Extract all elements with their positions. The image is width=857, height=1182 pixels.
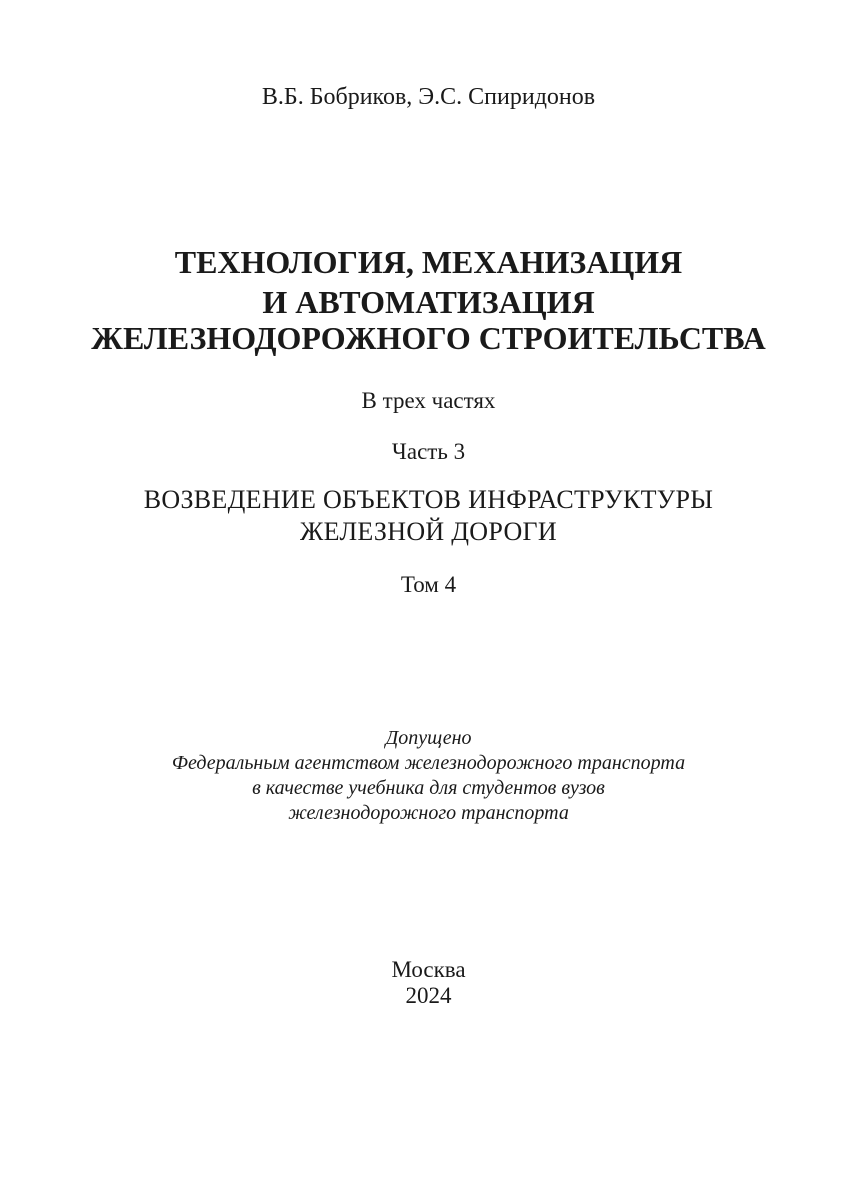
authors: В.Б. Бобриков, Э.С. Спиридонов (261, 84, 596, 110)
book-title-line: ЖЕЛЕЗНОДОРОЖНОГО СТРОИТЕЛЬСТВА (91, 320, 766, 356)
publication-year: 2024 (405, 983, 452, 1008)
approval-line: железнодорожного транспорта (288, 802, 569, 824)
volume-number: Том 4 (400, 572, 457, 597)
part-number: Часть 3 (391, 439, 466, 464)
approval-line: Федеральным агентством железнодорожного транспорта (171, 752, 686, 774)
book-title-line: И АВТОМАТИЗАЦИЯ (262, 284, 595, 320)
approval-line: Допущено (385, 727, 472, 749)
publication-city: Москва (391, 957, 466, 982)
book-title-line: ТЕХНОЛОГИЯ, МЕХАНИЗАЦИЯ (174, 244, 683, 280)
parts-note: В трех частях (361, 388, 496, 413)
approval-line: в качестве учебника для студентов вузов (252, 777, 605, 799)
part-subtitle-line: ЖЕЛЕЗНОЙ ДОРОГИ (300, 517, 557, 546)
part-subtitle-line: ВОЗВЕДЕНИЕ ОБЪЕКТОВ ИНФРАСТРУКТУРЫ (143, 485, 714, 514)
